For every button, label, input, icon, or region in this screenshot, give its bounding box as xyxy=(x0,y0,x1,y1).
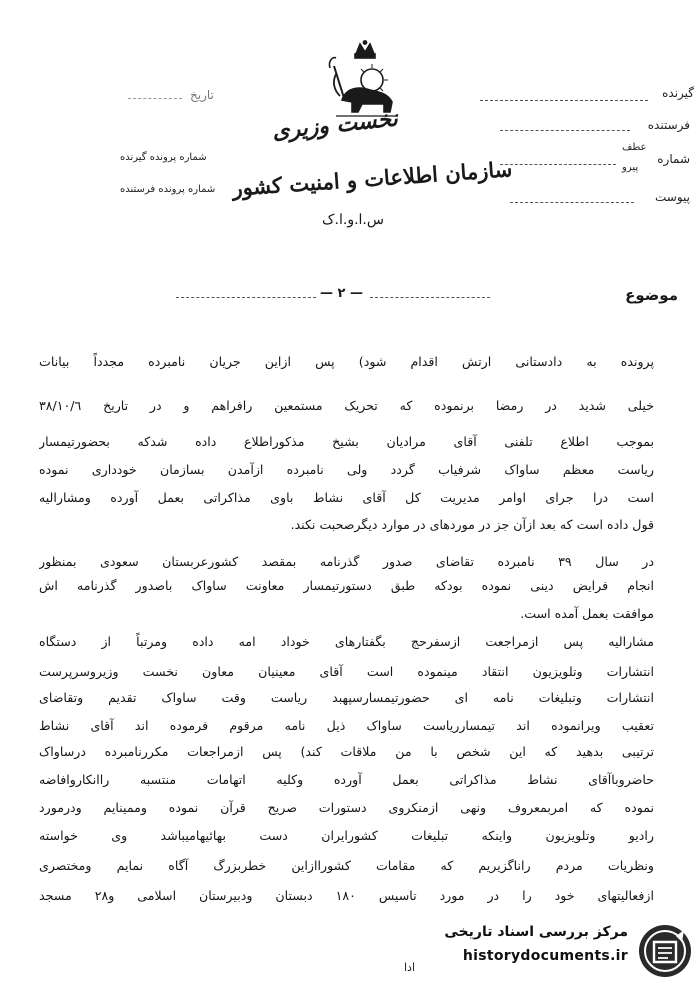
organization-title: سازمان اطلاعات و امنیت کشور xyxy=(231,156,513,201)
field-label-sender: فرستنده xyxy=(647,118,690,132)
field-line-sender xyxy=(500,130,630,131)
subject-line-left xyxy=(176,297,316,298)
field-label-number: شماره xyxy=(657,152,690,166)
body-line: ریاست معظم ساواک شرفیاب گردد ولی نامبرده ازآمدن بسازمان خودداری نموده xyxy=(39,462,654,477)
field-line-receiver xyxy=(480,100,648,101)
archive-logo-icon xyxy=(636,922,694,980)
receiver-file-label: شماره پرونده گیرنده xyxy=(120,152,207,163)
body-line: ونظریات مردم راناگزیریم که مقامات کشوراازاین خطربزرگ آگاه نمایم ومختصری xyxy=(39,858,654,873)
body-line: نموده که امربمعروف ونهی ازمنکروی دستورات صریح قرآن نموده وممینایم ودرمورد xyxy=(39,800,654,815)
body-line: انجام فرایض دینی نموده بودکه طبق دستورتیمسار معاونت ساواک باصدور گذرنامه اش xyxy=(39,578,654,593)
subject-label: موضوع xyxy=(625,286,678,304)
body-line: رادیو وتلویزیون واینکه تبلیغات کشورایران دست بهائیهامیباشد وی خواسته xyxy=(39,828,654,843)
body-line: انتشارات وتبلیغات نامه ای حضورتیمسارسپهبد ریاست وقت ساواک تقدیم وتقاضای xyxy=(39,690,654,705)
page-number: — ٢ — xyxy=(320,286,363,301)
body-line: ترتیبی بدهید که این شخص با من ملاقات کند) پس ازمراجعات مکررنامبرده درساواک xyxy=(39,744,654,759)
organization-code: س.ا.و.ا.ک xyxy=(322,212,384,228)
body-line: پرونده به دادستانی ارتش اقدام شود) پس ازاین جریان نامبرده مجدداً بیانات xyxy=(39,354,654,369)
watermark xyxy=(400,912,700,996)
watermark-tail: ادا xyxy=(404,961,416,974)
body-line: حاضروباآقای نشاط مذاکراتی بعمل آورده وکلیه اتهامات منتسبه راانکاروافاضه xyxy=(39,772,654,787)
field-line-attachment xyxy=(510,202,634,203)
body-line: مشارالیه پس ازمراجعت ازسفرحج بگفتارهای خوداد امه داده ومرتباً از دستگاه xyxy=(39,634,654,649)
field-line-number xyxy=(500,164,616,165)
date-line xyxy=(128,98,182,99)
body-line: خیلی شدید در رمضا برنموده که تحریک مستمعین رافراهم و در تاریخ ٣٨/١٠/٦ xyxy=(39,398,654,413)
body-line: ازفعالیتهای خود را در مورد تاسیس ١٨٠ دبستان ودبیرستان اسلامی و٢٨ مسجد xyxy=(39,888,654,903)
field-label-receiver: گیرنده xyxy=(662,86,694,100)
subject-line-right xyxy=(370,297,490,298)
watermark-url[interactable]: historydocuments.ir xyxy=(462,948,628,964)
field-label-pairo: پیرو xyxy=(622,162,639,173)
body-line: در سال ٣٩ نامبرده تقاضای صدور گذرنامه بمقصد کشورعربستان سعودی بمنظور xyxy=(39,554,654,569)
sender-file-label: شماره پرونده فرستنده xyxy=(120,184,216,195)
body-line: بموجب اطلاع تلفنی آقای مرادیان بشیخ مذکوراطلاع داده شدکه بحضورتیمسار xyxy=(39,434,654,449)
body-line: قول داده است که بعد ازآن جز در موردهای در موارد دیگرصحبت نکند. xyxy=(290,517,654,532)
date-label: تاریخ xyxy=(190,88,214,102)
body-line: موافقت بعمل آمده است. xyxy=(520,606,654,621)
body-line: تعقیب ویرانموده اند تیمسارریاست ساواک ذیل نامه مرقوم فرموده اند آقای نشاط xyxy=(39,718,654,733)
body-line: است درا جرای اوامر مدیریت کل آقای نشاط باوی مذاکراتی بعمل آورده ومشارالیه xyxy=(39,490,654,505)
field-label-atf: عطف xyxy=(622,142,647,153)
ministry-title: نخست وزیری xyxy=(270,105,399,145)
body-line: انتشارات وتلویزیون انتقاد مینموده است آقای معینیان معاون نخست وزیروسرپرست xyxy=(39,664,654,679)
field-label-attachment: پیوست xyxy=(655,190,690,204)
watermark-title: مرکز بررسی اسناد تاریخی xyxy=(444,924,628,940)
